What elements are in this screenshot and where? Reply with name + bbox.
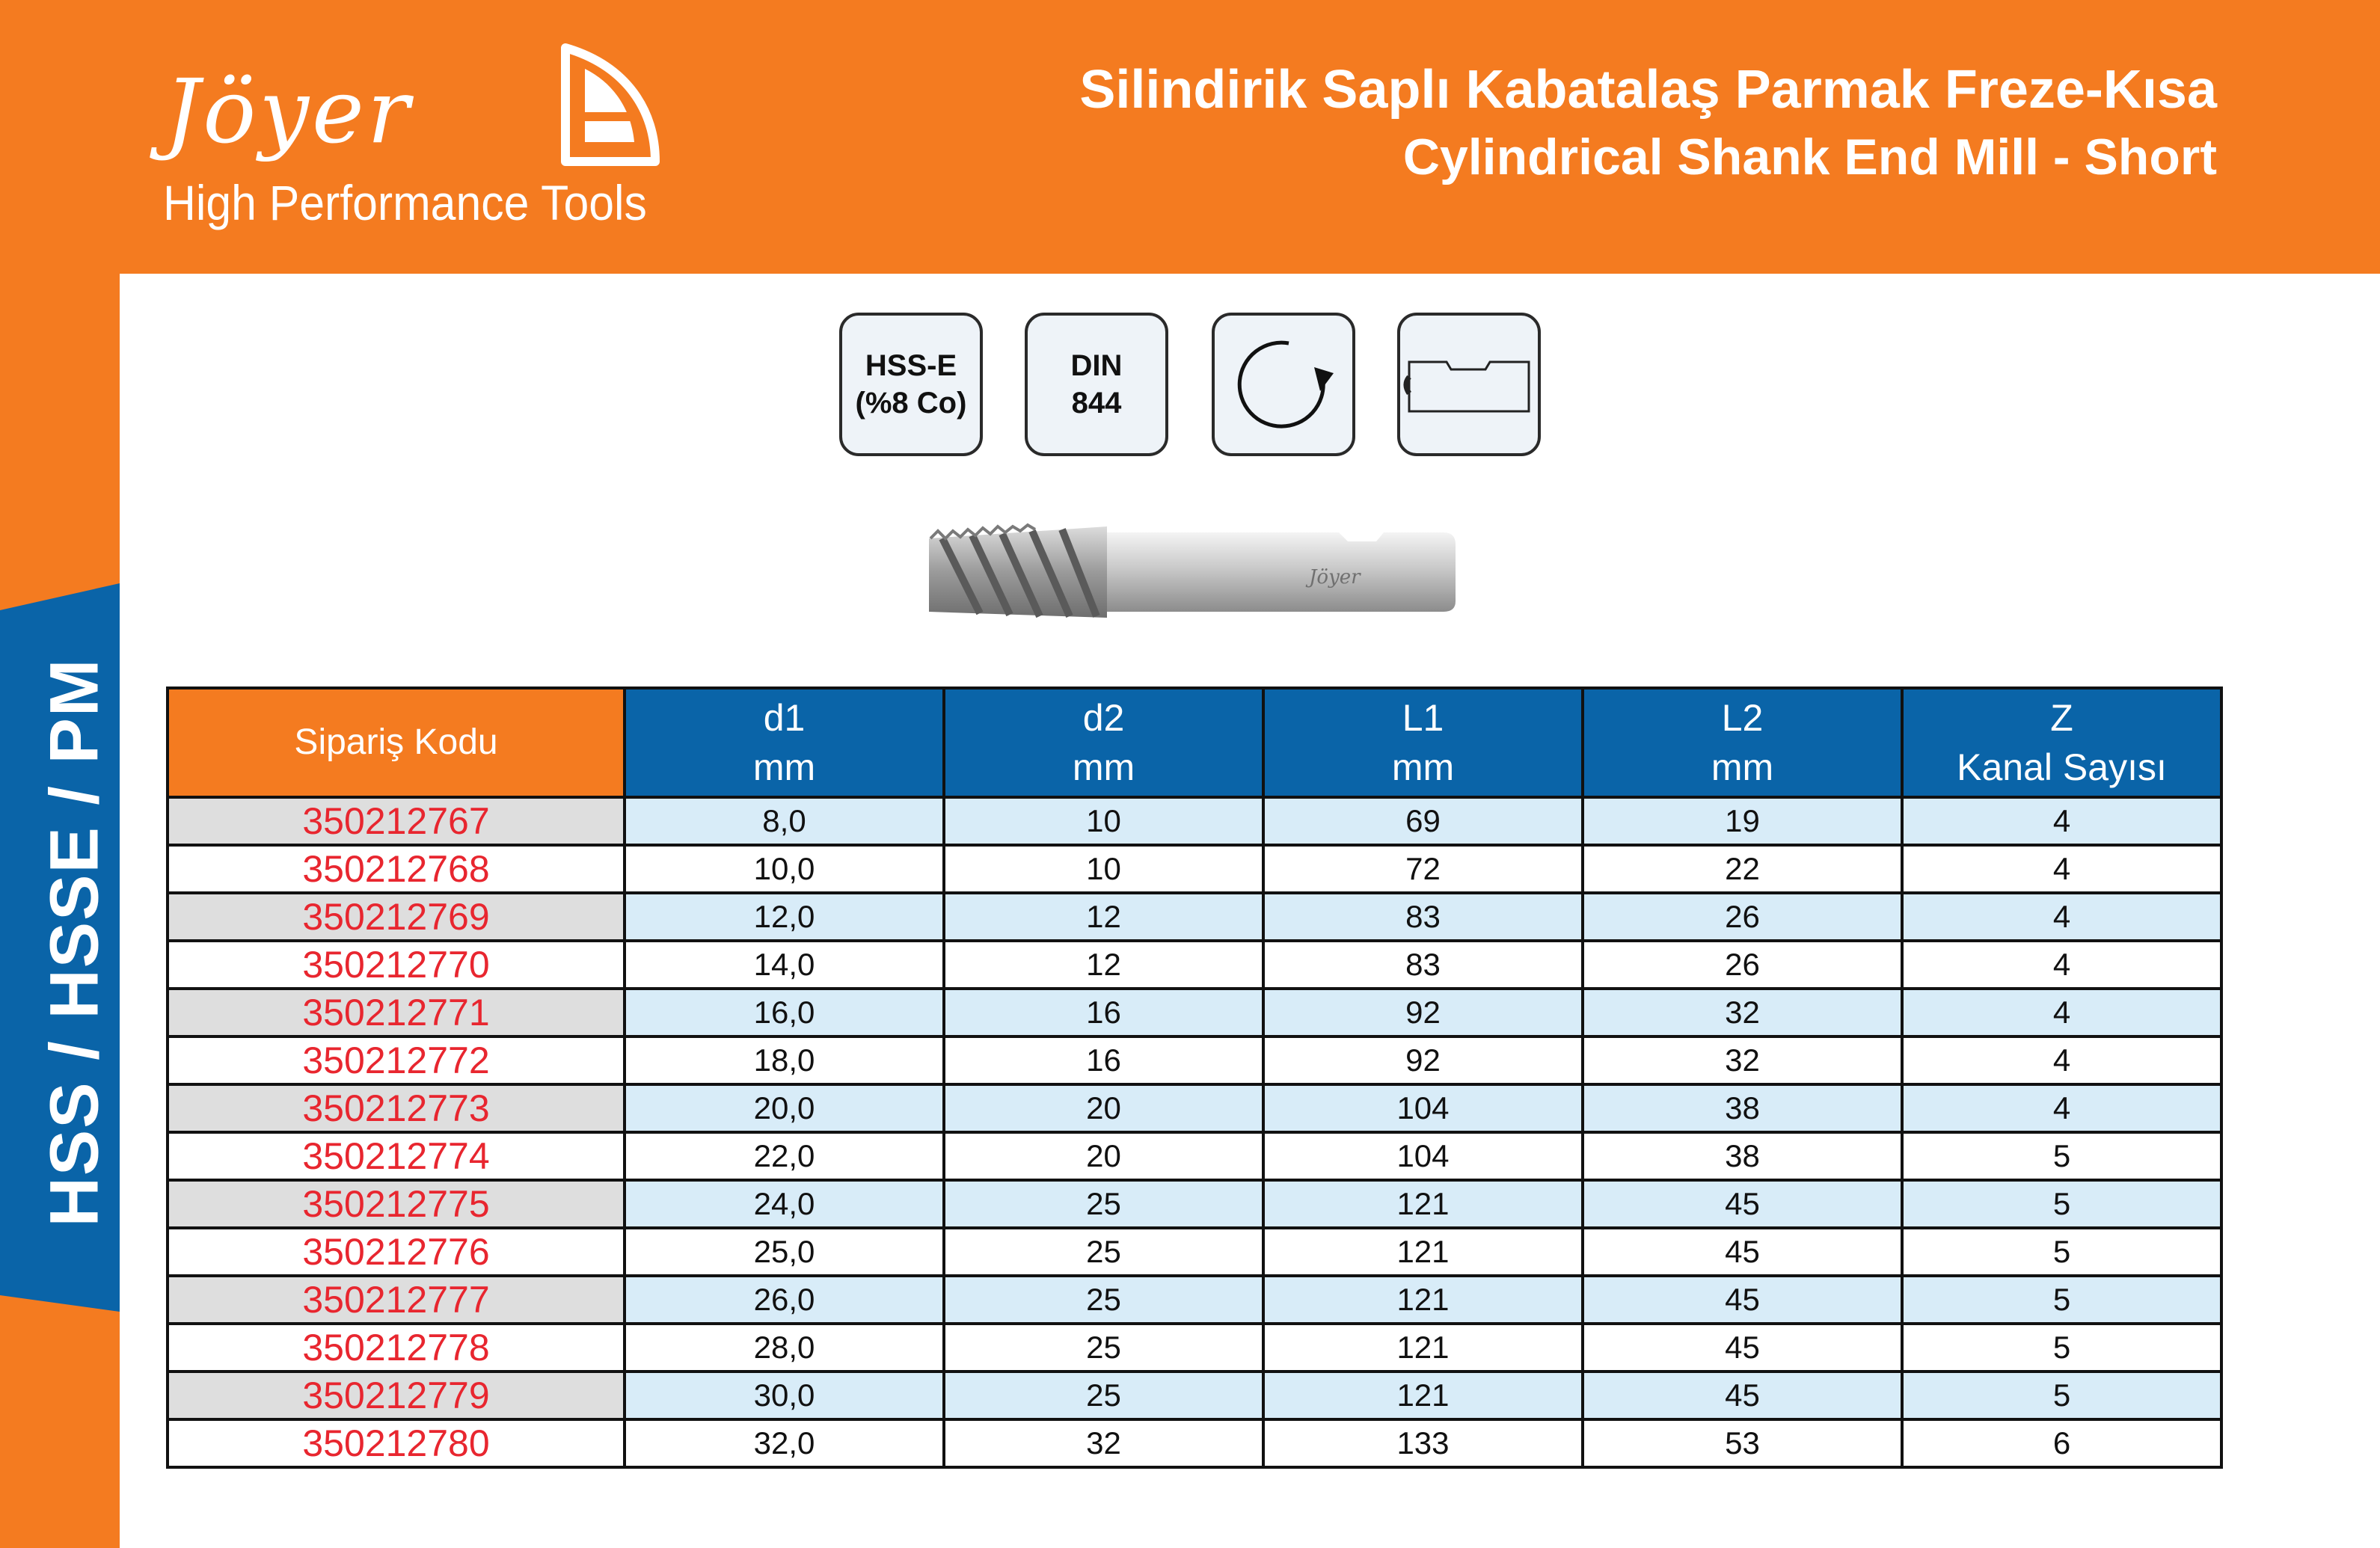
- column-header-unit: mm: [1711, 746, 1774, 788]
- cell-order-code: 350212770: [168, 941, 625, 989]
- cell-flute-count: 5: [1902, 1372, 2221, 1419]
- cell-order-code: 350212769: [168, 893, 625, 941]
- cell-l2: 45: [1583, 1276, 1902, 1324]
- cell-flute-count: 5: [1902, 1132, 2221, 1180]
- brand-logo-wordmark: Jöyer: [165, 60, 413, 163]
- cell-d2: 25: [944, 1372, 1263, 1419]
- column-header-unit: mm: [752, 746, 816, 788]
- cell-d1: 18,0: [625, 1036, 944, 1084]
- table-row: [168, 797, 2221, 845]
- cell-d2: 25: [944, 1180, 1263, 1228]
- cell-order-code: 350212777: [168, 1276, 625, 1324]
- svg-text:Jöyer: Jöyer: [1309, 566, 1361, 589]
- cell-l2: 32: [1583, 1036, 1902, 1084]
- cell-l1: 104: [1263, 1132, 1583, 1180]
- cell-flute-count: 4: [1902, 941, 2221, 989]
- cell-order-code: 350212768: [168, 845, 625, 893]
- table-row: [168, 1324, 2221, 1372]
- standard-badge-line1: DIN: [1070, 349, 1123, 382]
- cell-flute-count: 5: [1902, 1228, 2221, 1276]
- column-header-l2: [1583, 688, 1902, 797]
- cell-d2: 12: [944, 941, 1263, 989]
- material-badge-line1: HSS-E: [865, 349, 957, 382]
- cell-l2: 19: [1583, 797, 1902, 845]
- cell-l2: 45: [1583, 1180, 1902, 1228]
- cell-order-code: 350212771: [168, 989, 625, 1036]
- cell-order-code: 350212774: [168, 1132, 625, 1180]
- material-category-label: HSS / HSSE / PM: [36, 657, 113, 1227]
- cell-d2: 25: [944, 1228, 1263, 1276]
- cell-d1: 22,0: [625, 1132, 944, 1180]
- cell-d1: 26,0: [625, 1276, 944, 1324]
- cell-flute-count: 4: [1902, 845, 2221, 893]
- cell-d1: 32,0: [625, 1419, 944, 1467]
- cell-d2: 25: [944, 1324, 1263, 1372]
- cell-l1: 121: [1263, 1324, 1583, 1372]
- clockwise-rotation-icon: [1212, 313, 1355, 456]
- standard-badge-line2: 844: [1071, 387, 1122, 420]
- table-row: [168, 1276, 2221, 1324]
- cell-d2: 25: [944, 1276, 1263, 1324]
- column-header-d2: [944, 688, 1263, 797]
- column-header-d1: [625, 688, 944, 797]
- cell-l1: 92: [1263, 1036, 1583, 1084]
- column-header-label: d1: [763, 697, 806, 739]
- product-title-english: Cylindrical Shank End Mill - Short: [1402, 129, 2217, 185]
- material-badge-line2: (%8 Co): [855, 387, 967, 420]
- end-mill-tool-image: [920, 516, 1459, 628]
- cell-d2: 20: [944, 1132, 1263, 1180]
- cell-d1: 8,0: [625, 797, 944, 845]
- product-spec-table: [166, 687, 2223, 1469]
- cell-l1: 83: [1263, 941, 1583, 989]
- cell-d2: 16: [944, 989, 1263, 1036]
- column-header-label: L2: [1721, 697, 1764, 739]
- cell-order-code: 350212778: [168, 1324, 625, 1372]
- table-row: [168, 845, 2221, 893]
- cell-flute-count: 5: [1902, 1324, 2221, 1372]
- cell-order-code: 350212775: [168, 1180, 625, 1228]
- table-row: [168, 1419, 2221, 1467]
- table-header-row: [168, 688, 2221, 797]
- cell-l2: 38: [1583, 1132, 1902, 1180]
- cell-d2: 10: [944, 797, 1263, 845]
- table-row: [168, 941, 2221, 989]
- column-header-label: L1: [1402, 697, 1444, 739]
- cell-d1: 20,0: [625, 1084, 944, 1132]
- cell-flute-count: 4: [1902, 893, 2221, 941]
- cell-order-code: 350212776: [168, 1228, 625, 1276]
- cell-flute-count: 4: [1902, 797, 2221, 845]
- table-row: [168, 1036, 2221, 1084]
- cell-d1: 16,0: [625, 989, 944, 1036]
- cell-d2: 16: [944, 1036, 1263, 1084]
- cell-d1: 28,0: [625, 1324, 944, 1372]
- cell-flute-count: 5: [1902, 1276, 2221, 1324]
- cell-d1: 30,0: [625, 1372, 944, 1419]
- cell-l1: 72: [1263, 845, 1583, 893]
- cell-flute-count: 4: [1902, 1036, 2221, 1084]
- cell-l1: 121: [1263, 1228, 1583, 1276]
- column-header-unit: mm: [1072, 746, 1135, 788]
- column-header-order-code: [168, 688, 625, 797]
- table-row: [168, 893, 2221, 941]
- weldon-shank-icon: [1397, 313, 1541, 456]
- cell-l1: 121: [1263, 1180, 1583, 1228]
- cell-l2: 32: [1583, 989, 1902, 1036]
- cell-l1: 121: [1263, 1276, 1583, 1324]
- property-badges: [839, 313, 1547, 459]
- cell-l1: 133: [1263, 1419, 1583, 1467]
- cell-d1: 10,0: [625, 845, 944, 893]
- cell-d1: 24,0: [625, 1180, 944, 1228]
- cell-l2: 53: [1583, 1419, 1902, 1467]
- cell-flute-count: 4: [1902, 989, 2221, 1036]
- cell-l1: 69: [1263, 797, 1583, 845]
- table-row: [168, 1228, 2221, 1276]
- cell-l2: 45: [1583, 1372, 1902, 1419]
- cell-l1: 121: [1263, 1372, 1583, 1419]
- table-row: [168, 1132, 2221, 1180]
- cell-d1: 25,0: [625, 1228, 944, 1276]
- column-header-label: d2: [1082, 697, 1125, 739]
- standard-badge: [1025, 313, 1168, 456]
- cell-order-code: 350212780: [168, 1419, 625, 1467]
- table-row: [168, 1084, 2221, 1132]
- cell-order-code: 350212772: [168, 1036, 625, 1084]
- cell-l2: 22: [1583, 845, 1902, 893]
- brand-tagline: High Performance Tools: [163, 175, 647, 230]
- brand-logo-mark-icon: [559, 43, 661, 166]
- cell-l2: 45: [1583, 1228, 1902, 1276]
- cell-flute-count: 5: [1902, 1180, 2221, 1228]
- column-header-unit: Kanal Sayısı: [1957, 746, 2167, 788]
- cell-order-code: 350212773: [168, 1084, 625, 1132]
- cell-d1: 12,0: [625, 893, 944, 941]
- cell-l1: 83: [1263, 893, 1583, 941]
- cell-l2: 38: [1583, 1084, 1902, 1132]
- cell-l1: 92: [1263, 989, 1583, 1036]
- column-header-unit: mm: [1391, 746, 1455, 788]
- column-header-z: [1902, 688, 2221, 797]
- cell-order-code: 350212779: [168, 1372, 625, 1419]
- cell-d2: 32: [944, 1419, 1263, 1467]
- column-header-l1: [1263, 688, 1583, 797]
- column-header-label: Z: [2050, 697, 2073, 739]
- cell-l2: 45: [1583, 1324, 1902, 1372]
- table-row: [168, 1180, 2221, 1228]
- cell-d2: 20: [944, 1084, 1263, 1132]
- cell-l2: 26: [1583, 941, 1902, 989]
- cell-flute-count: 6: [1902, 1419, 2221, 1467]
- cell-l1: 104: [1263, 1084, 1583, 1132]
- table-row: [168, 1372, 2221, 1419]
- cell-d1: 14,0: [625, 941, 944, 989]
- material-badge: [839, 313, 983, 456]
- cell-flute-count: 4: [1902, 1084, 2221, 1132]
- cell-d2: 10: [944, 845, 1263, 893]
- cell-l2: 26: [1583, 893, 1902, 941]
- table-row: [168, 989, 2221, 1036]
- product-title-turkish: Silindirik Saplı Kabatalaş Parmak Freze-Kısa: [1079, 60, 2217, 120]
- cell-order-code: 350212767: [168, 797, 625, 845]
- column-header-label: Sipariş Kodu: [294, 722, 498, 762]
- cell-d2: 12: [944, 893, 1263, 941]
